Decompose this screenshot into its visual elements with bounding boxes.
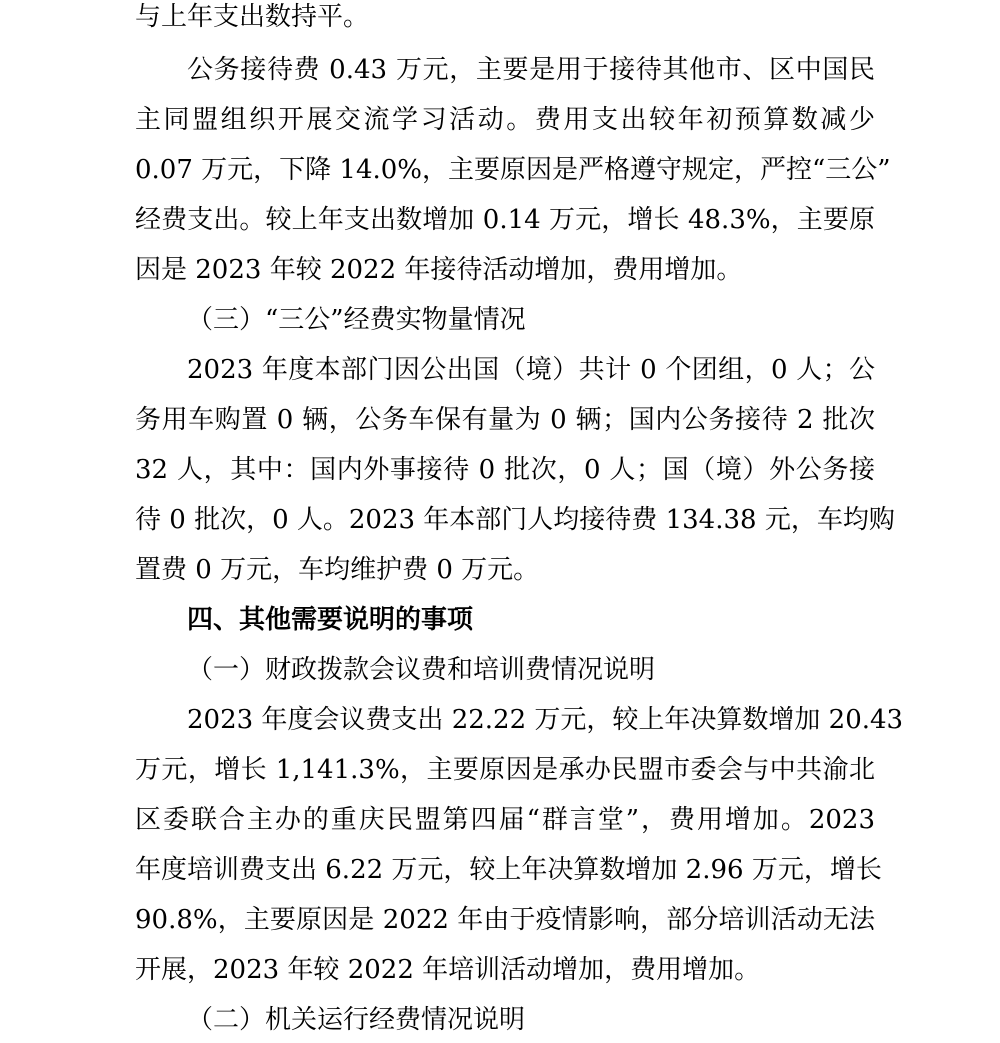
chapter-heading: 四、其他需要说明的事项 xyxy=(187,605,474,635)
section-heading: （一）财政拨款会议费和培训费情况说明 xyxy=(187,655,656,685)
paragraph-line: 务用车购置 0 辆，公务车保有量为 0 辆；国内公务接待 2 批次 xyxy=(135,405,875,435)
paragraph-line: 2023 年度本部门因公出国（境）共计 0 个团组，0 人；公 xyxy=(187,355,875,385)
paragraph-line: 经费支出。较上年支出数增加 0.14 万元，增长 48.3%，主要原 xyxy=(135,205,875,235)
paragraph-line: 因是 2023 年较 2022 年接待活动增加，费用增加。 xyxy=(135,255,743,285)
paragraph-line: 32 人，其中：国内外事接待 0 批次，0 人；国（境）外公务接 xyxy=(135,455,875,485)
paragraph-line: 待 0 批次，0 人。2023 年本部门人均接待费 134.38 元，车均购 xyxy=(135,505,895,535)
paragraph-line: 2023 年度会议费支出 22.22 万元，较上年决算数增加 20.43 xyxy=(187,705,904,735)
paragraph-line: 主同盟组织开展交流学习活动。费用支出较年初预算数减少 xyxy=(135,105,875,135)
section-heading: （二）机关运行经费情况说明 xyxy=(187,1005,526,1035)
paragraph-line: 0.07 万元，下降 14.0%，主要原因是严格遵守规定，严控“三公” xyxy=(135,155,891,185)
section-heading: （三）“三公”经费实物量情况 xyxy=(187,305,526,335)
paragraph-line: 万元，增长 1,141.3%，主要原因是承办民盟市委会与中共渝北 xyxy=(135,755,875,785)
paragraph-line: 置费 0 万元，车均维护费 0 万元。 xyxy=(135,555,540,585)
paragraph-line: 90.8%，主要原因是 2022 年由于疫情影响，部分培训活动无法 xyxy=(135,905,875,935)
paragraph-line: 公务接待费 0.43 万元，主要是用于接待其他市、区中国民 xyxy=(187,55,875,85)
paragraph-line: 区委联合主办的重庆民盟第四届“群言堂”，费用增加。2023 xyxy=(135,805,875,835)
paragraph-line: 与上年支出数持平。 xyxy=(135,2,370,32)
paragraph-line: 年度培训费支出 6.22 万元，较上年决算数增加 2.96 万元，增长 xyxy=(135,855,882,885)
paragraph-line: 开展，2023 年较 2022 年培训活动增加，费用增加。 xyxy=(135,955,761,985)
